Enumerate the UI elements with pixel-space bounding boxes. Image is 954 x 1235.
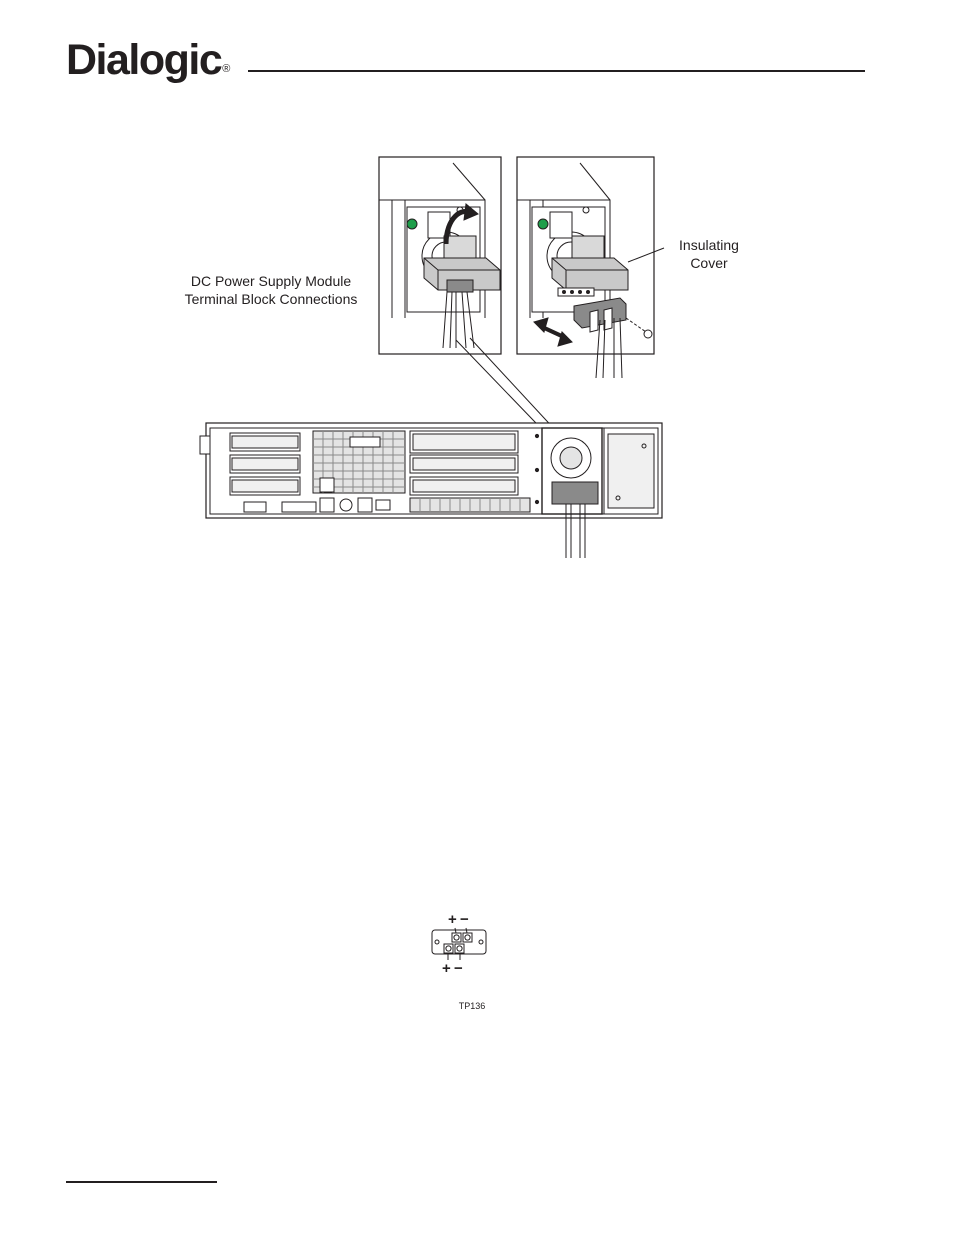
figure-id-label: TP136 xyxy=(458,1001,486,1011)
polarity-minus-top: − xyxy=(460,911,469,928)
insulating-label-line1: Insulating xyxy=(679,237,739,253)
chassis-rear-view xyxy=(200,423,662,558)
polarity-plus-top: + xyxy=(448,911,457,928)
registered-mark: ® xyxy=(222,63,231,75)
dc-label-line2: Terminal Block Connections xyxy=(184,291,358,307)
terminal-polarity-diagram xyxy=(432,928,486,960)
footer-rule xyxy=(66,1181,217,1183)
dc-label-line1: DC Power Supply Module xyxy=(190,273,352,289)
polarity-minus-bottom: − xyxy=(454,960,463,977)
detail-panel-right xyxy=(517,157,664,378)
polarity-plus-bottom: + xyxy=(442,960,451,977)
logo-wordmark: Dialogic xyxy=(66,36,222,84)
dc-power-supply-label xyxy=(168,272,374,308)
insulating-label-line2: Cover xyxy=(690,255,728,271)
detail-panel-left xyxy=(379,157,501,354)
insulating-cover-label xyxy=(654,236,764,272)
